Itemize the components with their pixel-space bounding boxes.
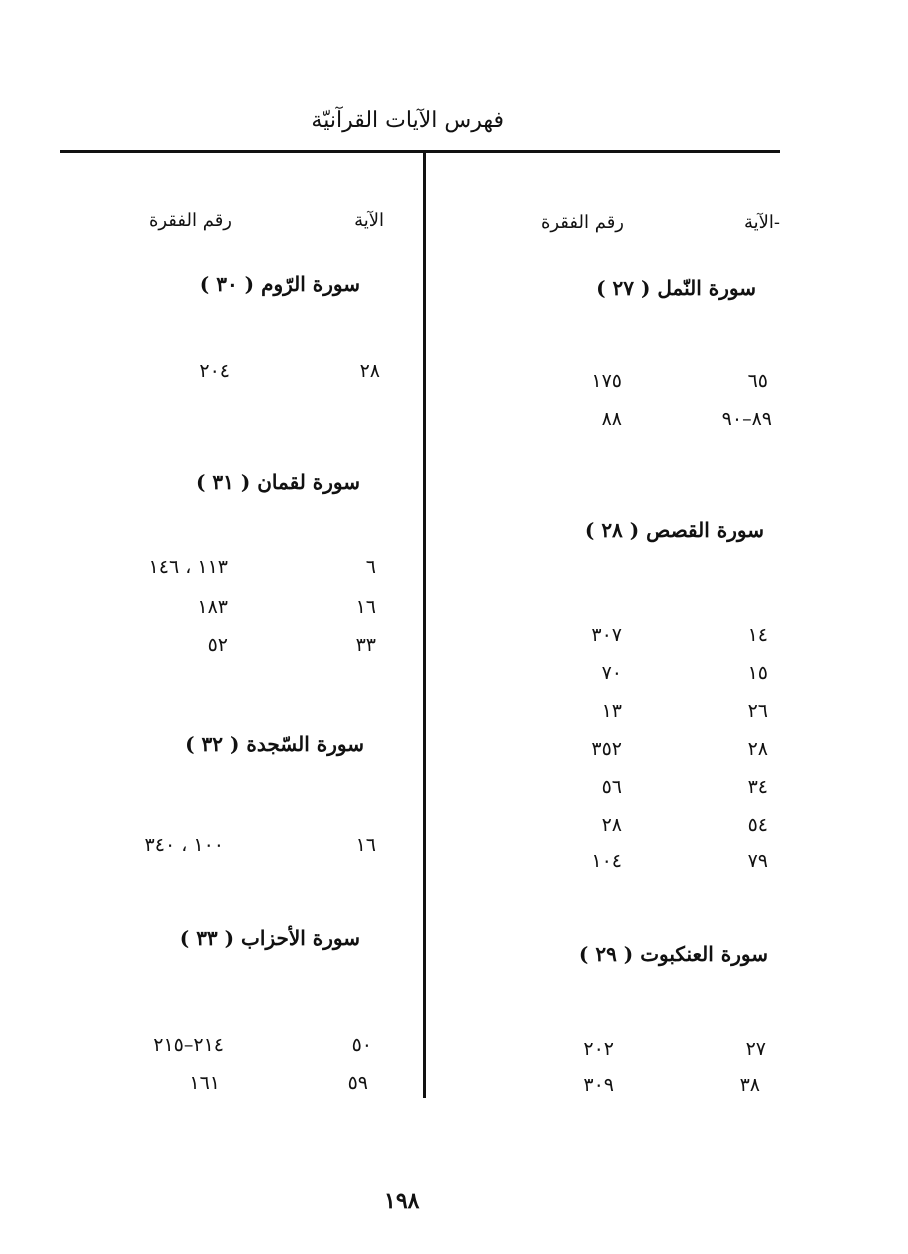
ayah-number: ٣٨ <box>739 1074 760 1096</box>
right-column-header-paragraph: رقم الفقرة <box>540 212 624 233</box>
paragraph-number: ٢٠٤ <box>199 360 230 382</box>
ayah-number: ٥٤ <box>747 814 768 836</box>
ayah-number: ١٥ <box>747 662 768 684</box>
ayah-number: ٨٩–٩٠ <box>721 408 772 430</box>
paragraph-number: ٥٢ <box>207 634 228 656</box>
paragraph-number: ٢٠٢ <box>583 1038 614 1060</box>
ayah-number: ٣٤ <box>747 776 768 798</box>
left-column-header-ayah: الآية <box>354 210 384 231</box>
surah-heading: سورة النّمل ( ٢٧ ) <box>596 276 756 300</box>
paragraph-number: ٨٨ <box>601 408 622 430</box>
ayah-number: ٣٣ <box>355 634 376 656</box>
ayah-number: ٦ <box>365 556 376 578</box>
surah-heading: سورة القصص ( ٢٨ ) <box>584 518 764 542</box>
paragraph-number: ٥٦ <box>601 776 622 798</box>
paragraph-number: ٧٠ <box>601 662 622 684</box>
left-column-header-paragraph: رقم الفقرة <box>148 210 232 231</box>
paragraph-number: ١٨٣ <box>197 596 228 618</box>
ayah-number: ٢٨ <box>747 738 768 760</box>
surah-heading: سورة السّجدة ( ٣٢ ) <box>185 732 364 756</box>
page-title: فهرس الآيات القرآنيّة <box>311 108 504 133</box>
header-rule <box>60 150 780 153</box>
surah-heading: سورة لقمان ( ٣١ ) <box>195 470 360 494</box>
ayah-number: ٢٦ <box>747 700 768 722</box>
ayah-number: ٦٥ <box>747 370 768 392</box>
paragraph-number: ٢١٤–٢١٥ <box>153 1034 224 1056</box>
paragraph-number: ١٣ <box>601 700 622 722</box>
ayah-number: ٢٧ <box>745 1038 766 1060</box>
paragraph-number: ١٠٠ ، ٣٤٠ <box>144 834 224 856</box>
surah-heading: سورة الرّوم ( ٣٠ ) <box>199 272 360 296</box>
surah-heading: سورة الأحزاب ( ٣٣ ) <box>179 926 360 950</box>
paragraph-number: ١٦١ <box>189 1072 220 1094</box>
ayah-number: ٥٩ <box>347 1072 368 1094</box>
paragraph-number: ٣٠٧ <box>591 624 622 646</box>
ayah-number: ٢٨ <box>359 360 380 382</box>
paragraph-number: ١١٣ ، ١٤٦ <box>148 556 228 578</box>
right-column-header-ayah: -الآية <box>743 212 780 233</box>
paragraph-number: ٢٨ <box>601 814 622 836</box>
paragraph-number: ١٠٤ <box>591 850 622 872</box>
column-divider <box>423 152 426 1098</box>
ayah-number: ١٤ <box>747 624 768 646</box>
page-number: ١٩٨ <box>384 1188 420 1214</box>
ayah-number: ١٦ <box>355 596 376 618</box>
ayah-number: ٥٠ <box>351 1034 372 1056</box>
surah-heading: سورة العنكبوت ( ٢٩ ) <box>578 942 768 966</box>
paragraph-number: ٣٠٩ <box>583 1074 614 1096</box>
paragraph-number: ٣٥٢ <box>591 738 622 760</box>
ayah-number: ١٦ <box>355 834 376 856</box>
ayah-number: ٧٩ <box>747 850 768 872</box>
paragraph-number: ١٧٥ <box>591 370 622 392</box>
